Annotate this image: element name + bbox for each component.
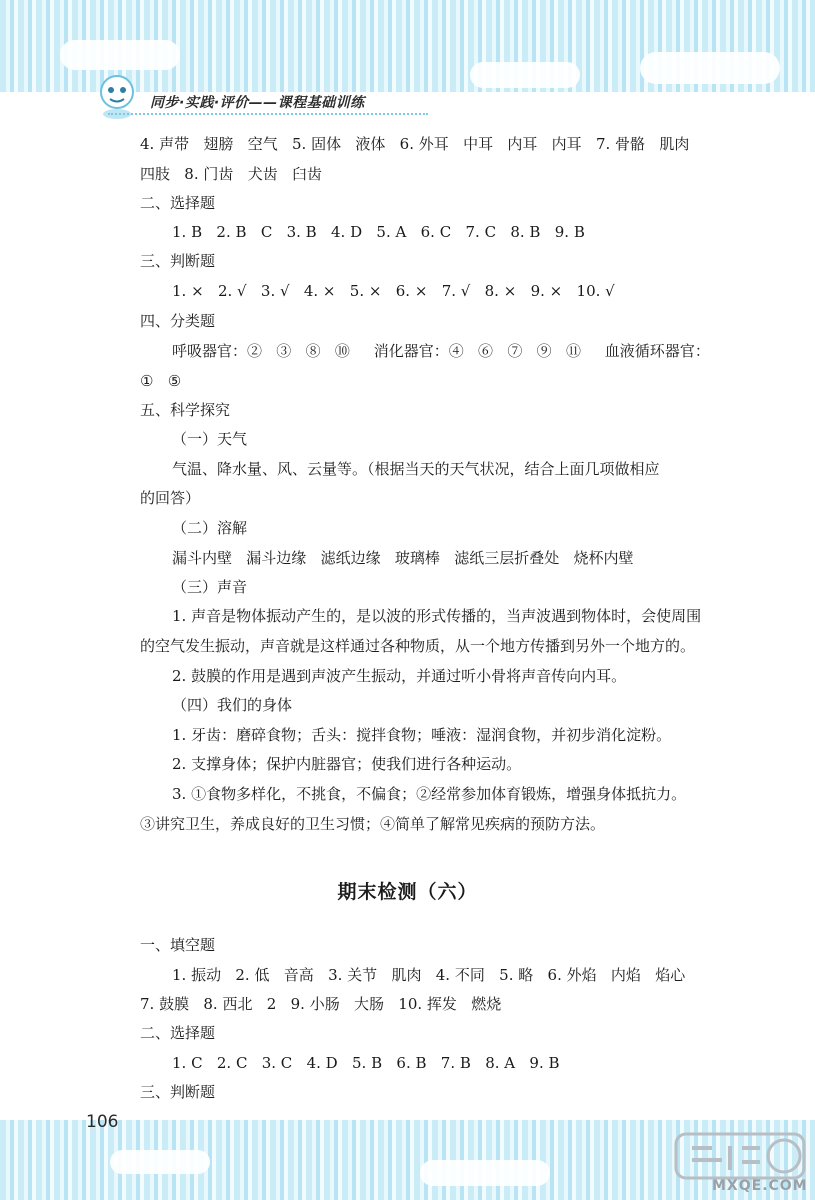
answer-line: 2. 鼓膜的作用是遇到声波产生振动，并通过听小骨将声音传向内耳。 [172,667,627,685]
subsection-heading: （二）溶解 [172,519,248,537]
section-heading: 二、选择题 [140,194,216,212]
cloud-shape [60,40,180,70]
watermark-text: MXQE.COM [712,1178,808,1194]
answer-line: 4. 声带 翅膀 空气 5. 固体 液体 6. 外耳 中耳 内耳 内耳 7. 骨骼 肌肉 [140,135,690,153]
answer-line: 的回答） [140,489,201,507]
section-heading: 三、判断题 [140,1083,216,1101]
answer-line: 四肢 8. 门齿 犬齿 臼齿 [140,165,322,183]
cloud-shape [640,52,780,84]
answer-line: 漏斗内壁 漏斗边缘 滤纸边缘 玻璃棒 滤纸三层折叠处 烧杯内壁 [172,549,634,567]
subsection-heading: （四）我们的身体 [172,696,293,714]
section-heading: 三、判断题 [140,252,216,270]
subsection-heading: （一）天气 [172,430,248,448]
answer-line: 气温、降水量、风、云量等。（根据当天的天气状况，结合上面几项做相应 [172,460,660,478]
answer-line: 1. × 2. √ 3. √ 4. × 5. × 6. × 7. √ 8. × 9. × 10. √ [172,282,615,300]
answer-line: ① ⑤ [140,372,182,390]
cloud-shape [470,62,580,88]
answer-line: 1. 牙齿：磨碎食物；舌头：搅拌食物；唾液：湿润食物，并初步消化淀粉。 [172,726,672,744]
answer-line: 1. B 2. B C 3. B 4. D 5. A 6. C 7. C 8. B 9. B [172,223,585,241]
section-heading: 一、填空题 [140,936,216,954]
subsection-heading: （三）声音 [172,578,248,596]
header-dotted-rule [108,113,428,115]
running-header-title: 同步·实践·评价——课程基础训练 [150,95,365,111]
section-heading: 二、选择题 [140,1024,216,1042]
answer-line: 的空气发生振动，声音就是这样通过各种物质，从一个地方传播到另外一个地方的。 [140,637,696,655]
answer-line: 呼吸器官：② ③ ⑧ ⑩ 消化器官：④ ⑥ ⑦ ⑨ ⑪ 血液循环器官： [172,342,710,360]
answer-line: 1. 振动 2. 低 音高 3. 关节 肌肉 4. 不同 5. 略 6. 外焰 内焰 焰心 [172,966,686,984]
answer-line: 3. ①食物多样化，不挑食，不偏食；②经常参加体育锻炼，增强身体抵抗力。 [172,785,687,803]
section-heading: 五、科学探究 [140,401,231,419]
cloud-shape [420,1160,550,1186]
section-heading: 四、分类题 [140,312,216,330]
answer-line: 1. C 2. C 3. C 4. D 5. B 6. B 7. B 8. A 9. B [172,1054,560,1072]
cloud-shape [110,1150,210,1174]
answer-line: 7. 鼓膜 8. 西北 2 9. 小肠 大肠 10. 挥发 燃烧 [140,995,502,1013]
answer-line: 1. 声音是物体振动产生的，是以波的形式传播的，当声波遇到物体时，会使周围 [172,607,702,625]
page-number: 106 [86,1112,119,1132]
answer-line: 2. 支撑身体；保护内脏器官；使我们进行各种运动。 [172,755,522,773]
answer-line: ③讲究卫生，养成良好的卫生习惯；④简单了解常见疾病的预防方法。 [140,815,606,833]
exam-section-title: 期末检测（六） [337,881,478,903]
